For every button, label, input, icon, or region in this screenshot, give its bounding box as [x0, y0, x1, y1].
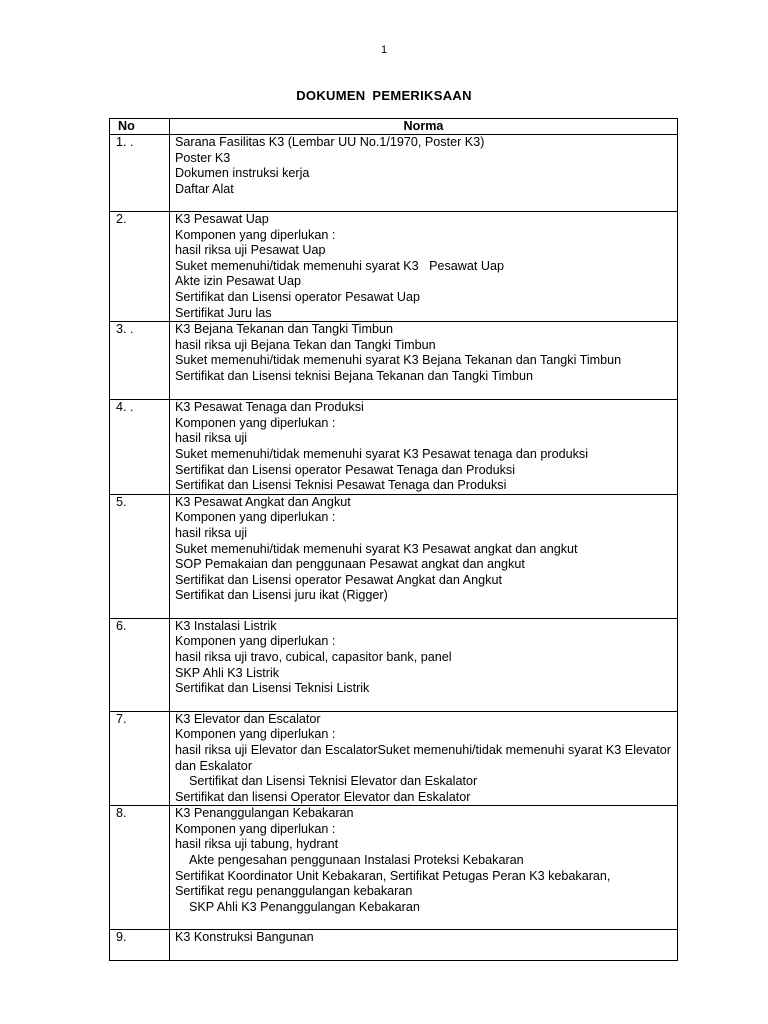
- row-number: 1. .: [110, 135, 170, 212]
- table-row: [110, 618, 678, 711]
- table-row: [110, 212, 678, 322]
- norma-line: Suket memenuhi/tidak memenuhi syarat K3 Bejana Tekanan dan Tangki Timbun: [175, 353, 622, 368]
- norma-line: K3 Pesawat Angkat dan Angkut: [175, 494, 351, 509]
- norma-line: Poster K3: [175, 150, 231, 165]
- row-norma: [170, 930, 678, 961]
- norma-line: K3 Pesawat Uap: [175, 212, 269, 226]
- row-norma: [170, 212, 678, 322]
- row-norma: [170, 494, 678, 618]
- norma-line: Sertifikat Koordinator Unit Kebakaran, Sertifikat Petugas Peran K3 kebakaran,: [175, 868, 611, 883]
- row-norma: [170, 135, 678, 212]
- norma-line: hasil riksa uji tabung, hydrant: [175, 837, 339, 852]
- inspection-table: [109, 118, 678, 961]
- norma-line: hasil riksa uji Bejana Tekan dan Tangki Timbun: [175, 337, 436, 352]
- norma-line: K3 Instalasi Listrik: [175, 618, 277, 633]
- norma-line: Sertifikat dan Lisensi operator Pesawat Angkat dan Angkut: [175, 572, 502, 587]
- column-header-norma: Norma: [170, 119, 678, 135]
- table-row: [110, 322, 678, 400]
- table-row: [110, 494, 678, 618]
- norma-line: SKP Ahli K3 Listrik: [175, 665, 280, 680]
- norma-line: K3 Penanggulangan Kebakaran: [175, 806, 354, 821]
- norma-line: Sertifikat dan Lisensi operator Pesawat Uap: [175, 289, 421, 304]
- norma-line: Komponen yang diperlukan :: [175, 821, 336, 836]
- row-number: 3. .: [110, 322, 170, 400]
- table-header-row: [110, 119, 678, 135]
- norma-line: Komponen yang diperlukan :: [175, 227, 336, 242]
- row-number: 4. .: [110, 400, 170, 495]
- table-row: [110, 135, 678, 212]
- document-title: DOKUMEN PEMERIKSAAN: [296, 88, 472, 103]
- row-norma: [170, 322, 678, 400]
- table-row: [110, 400, 678, 495]
- norma-line: Sertifikat regu penanggulangan kebakaran: [175, 884, 413, 899]
- row-norma: [170, 806, 678, 930]
- norma-line: Sertifikat dan Lisensi Teknisi Pesawat Tenaga dan Produksi: [175, 478, 507, 493]
- norma-line: Daftar Alat: [175, 181, 234, 196]
- norma-line: Sertifikat dan lisensi Operator Elevator dan Eskalator: [175, 789, 471, 804]
- norma-line: Suket memenuhi/tidak memenuhi syarat K3 Pesawat tenaga dan produksi: [175, 446, 589, 461]
- table-row: [110, 711, 678, 806]
- norma-line: Sertifikat dan Lisensi Teknisi Listrik: [175, 681, 370, 696]
- row-number: 6.: [110, 618, 170, 711]
- norma-line: hasil riksa uji travo, cubical, capasitor bank, panel: [175, 649, 452, 664]
- norma-line: K3 Konstruksi Bangunan: [175, 930, 314, 945]
- norma-line: Sarana Fasilitas K3 (Lembar UU No.1/1970, Poster K3): [175, 135, 485, 149]
- page-number: 1: [380, 44, 388, 56]
- row-number: 7.: [110, 711, 170, 806]
- norma-line: Sertifikat dan Lisensi operator Pesawat Tenaga dan Produksi: [175, 462, 516, 477]
- norma-line: K3 Pesawat Tenaga dan Produksi: [175, 400, 364, 415]
- norma-line: Suket memenuhi/tidak memenuhi syarat K3 Pesawat angkat dan angkut: [175, 541, 578, 556]
- norma-line: Akte pengesahan penggunaan Instalasi Proteksi Kebakaran: [189, 853, 524, 868]
- norma-line: Sertifikat dan Lisensi teknisi Bejana Tekanan dan Tangki Timbun: [175, 368, 533, 383]
- table-row: [110, 930, 678, 961]
- table-row: [110, 806, 678, 930]
- norma-line: Komponen yang diperlukan :: [175, 727, 336, 742]
- norma-line: Komponen yang diperlukan :: [175, 634, 336, 649]
- norma-line: hasil riksa uji Pesawat Uap: [175, 243, 326, 258]
- norma-line: SOP Pemakaian dan penggunaan Pesawat angkat dan angkut: [175, 557, 525, 572]
- norma-line: Sertifikat dan Lisensi Teknisi Elevator dan Eskalator: [189, 774, 478, 789]
- norma-line: K3 Bejana Tekanan dan Tangki Timbun: [175, 322, 393, 337]
- norma-line: Suket memenuhi/tidak memenuhi syarat K3 Pesawat Uap: [175, 258, 504, 273]
- row-norma: [170, 618, 678, 711]
- row-norma: [170, 400, 678, 495]
- norma-line: hasil riksa uji Elevator dan EscalatorSuket memenuhi/tidak memenuhi syarat K3 Elevator dan Eskalator: [175, 742, 671, 773]
- norma-line: hasil riksa uji: [175, 525, 248, 540]
- norma-line: Sertifikat Juru las: [175, 305, 272, 320]
- norma-line: Sertifikat dan Lisensi juru ikat (Rigger): [175, 588, 388, 603]
- norma-line: hasil riksa uji: [175, 431, 248, 446]
- norma-line: Komponen yang diperlukan :: [175, 415, 336, 430]
- norma-line: Akte izin Pesawat Uap: [175, 274, 301, 289]
- column-header-no: No: [110, 119, 170, 135]
- row-number: 2.: [110, 212, 170, 322]
- row-number: 5.: [110, 494, 170, 618]
- norma-line: Dokumen instruksi kerja: [175, 166, 310, 181]
- norma-line: Komponen yang diperlukan :: [175, 510, 336, 525]
- row-number: 9.: [110, 930, 170, 961]
- row-number: 8.: [110, 806, 170, 930]
- norma-line: K3 Elevator dan Escalator: [175, 711, 321, 726]
- row-norma: [170, 711, 678, 806]
- norma-line: SKP Ahli K3 Penanggulangan Kebakaran: [189, 899, 420, 914]
